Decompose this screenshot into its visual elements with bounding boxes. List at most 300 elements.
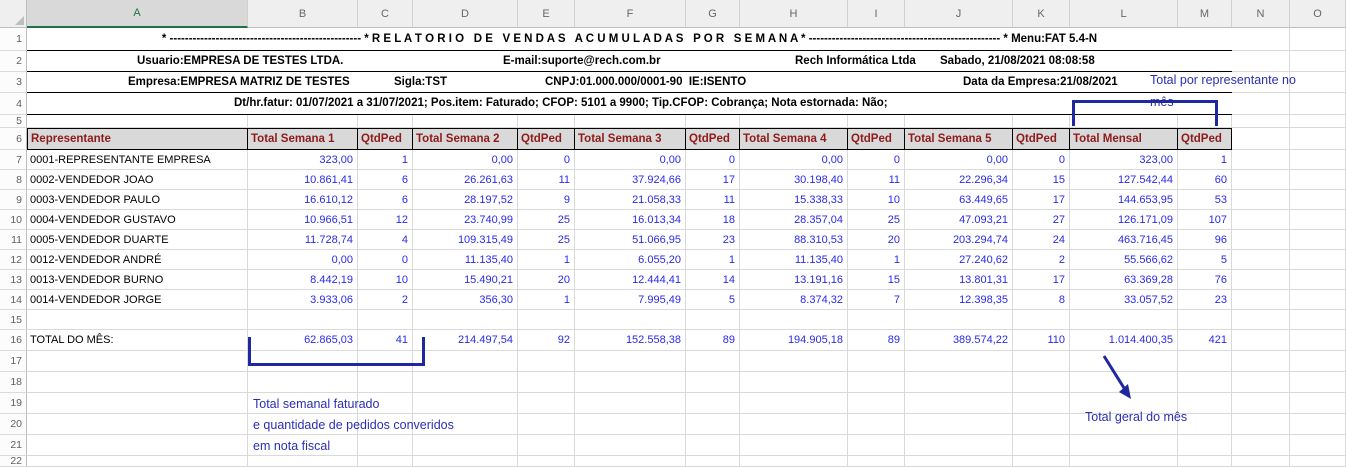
value-cell[interactable]: 203.294,74 — [905, 230, 1013, 250]
cell-O4[interactable] — [1290, 93, 1346, 115]
value-cell[interactable]: 144.653,95 — [1070, 190, 1178, 210]
row-header-1[interactable]: 1 — [0, 28, 27, 51]
cell-N15[interactable] — [1232, 310, 1290, 330]
value-cell[interactable]: 8.442,19 — [248, 270, 358, 290]
cell-O10[interactable] — [1290, 210, 1346, 230]
value-cell[interactable]: 9 — [518, 190, 575, 210]
column-header-E[interactable]: E — [518, 0, 575, 28]
value-cell[interactable]: 25 — [518, 230, 575, 250]
cell-J22[interactable] — [905, 456, 1013, 467]
value-cell[interactable]: 8 — [1013, 290, 1070, 310]
value-cell[interactable]: 13.191,16 — [740, 270, 848, 290]
cell-H22[interactable] — [740, 456, 848, 467]
value-cell[interactable]: 88.310,53 — [740, 230, 848, 250]
value-cell[interactable]: 20 — [518, 270, 575, 290]
value-cell[interactable]: 10.966,51 — [248, 210, 358, 230]
cell-N21[interactable] — [1232, 435, 1290, 456]
column-header-G[interactable]: G — [686, 0, 740, 28]
value-cell[interactable]: 0,00 — [248, 250, 358, 270]
value-cell[interactable]: 11.135,40 — [413, 250, 518, 270]
select-all-corner[interactable] — [0, 0, 27, 28]
cell-J21[interactable] — [905, 435, 1013, 456]
value-cell[interactable]: 6.055,20 — [575, 250, 686, 270]
cell-B18[interactable] — [248, 372, 358, 393]
table-header-1[interactable]: Total Semana 1 — [248, 128, 358, 150]
value-cell[interactable]: 126.171,09 — [1070, 210, 1178, 230]
column-header-C[interactable]: C — [358, 0, 413, 28]
cell-I15[interactable] — [848, 310, 905, 330]
value-cell[interactable]: 17 — [1013, 190, 1070, 210]
cell-O1[interactable] — [1290, 28, 1346, 51]
column-header-B[interactable]: B — [248, 0, 358, 28]
cell-C15[interactable] — [358, 310, 413, 330]
cell-N20[interactable] — [1232, 414, 1290, 435]
value-cell[interactable]: 2 — [1013, 250, 1070, 270]
total-value-cell[interactable]: 152.558,38 — [575, 330, 686, 351]
cell-I22[interactable] — [848, 456, 905, 467]
value-cell[interactable]: 7 — [848, 290, 905, 310]
cell-A15[interactable] — [27, 310, 248, 330]
value-cell[interactable]: 10.861,41 — [248, 170, 358, 190]
cell-A5[interactable] — [27, 115, 248, 128]
value-cell[interactable]: 15.490,21 — [413, 270, 518, 290]
total-value-cell[interactable]: 89 — [848, 330, 905, 351]
cell-C21[interactable] — [358, 435, 413, 456]
cell-O9[interactable] — [1290, 190, 1346, 210]
value-cell[interactable]: 323,00 — [248, 150, 358, 170]
cell-G17[interactable] — [686, 351, 740, 372]
table-header-5[interactable]: Total Semana 3 — [575, 128, 686, 150]
representative-cell[interactable]: 0014-VENDEDOR JORGE — [27, 290, 248, 310]
value-cell[interactable]: 23 — [686, 230, 740, 250]
cell-G22[interactable] — [686, 456, 740, 467]
cell-O7[interactable] — [1290, 150, 1346, 170]
cell-N17[interactable] — [1232, 351, 1290, 372]
value-cell[interactable]: 1 — [518, 290, 575, 310]
cell-E18[interactable] — [518, 372, 575, 393]
value-cell[interactable]: 2 — [358, 290, 413, 310]
cell-E20[interactable] — [518, 414, 575, 435]
cell-K17[interactable] — [1013, 351, 1070, 372]
value-cell[interactable]: 1 — [1178, 150, 1232, 170]
cell-N5[interactable] — [1232, 115, 1290, 128]
cell-C5[interactable] — [358, 115, 413, 128]
cell-F5[interactable] — [575, 115, 686, 128]
column-header-M[interactable]: M — [1178, 0, 1232, 28]
value-cell[interactable]: 5 — [1178, 250, 1232, 270]
cell-O21[interactable] — [1290, 435, 1346, 456]
cell-G18[interactable] — [686, 372, 740, 393]
total-value-cell[interactable]: 92 — [518, 330, 575, 351]
row-header-10[interactable]: 10 — [0, 210, 27, 230]
cell-J19[interactable] — [905, 393, 1013, 414]
cell-L15[interactable] — [1070, 310, 1178, 330]
cell-I21[interactable] — [848, 435, 905, 456]
cell-G21[interactable] — [686, 435, 740, 456]
cell-D19[interactable] — [413, 393, 518, 414]
cell-O19[interactable] — [1290, 393, 1346, 414]
total-value-cell[interactable]: 214.497,54 — [413, 330, 518, 351]
row-header-3[interactable]: 3 — [0, 72, 27, 93]
cell-F22[interactable] — [575, 456, 686, 467]
row-header-17[interactable]: 17 — [0, 351, 27, 372]
cell-B22[interactable] — [248, 456, 358, 467]
representative-cell[interactable]: 0004-VENDEDOR GUSTAVO — [27, 210, 248, 230]
cell-N2[interactable] — [1232, 51, 1290, 72]
value-cell[interactable]: 60 — [1178, 170, 1232, 190]
cell-J17[interactable] — [905, 351, 1013, 372]
representative-cell[interactable]: 0003-VENDEDOR PAULO — [27, 190, 248, 210]
value-cell[interactable]: 55.566,62 — [1070, 250, 1178, 270]
cell-H17[interactable] — [740, 351, 848, 372]
value-cell[interactable]: 14 — [686, 270, 740, 290]
cell-D21[interactable] — [413, 435, 518, 456]
value-cell[interactable]: 5 — [686, 290, 740, 310]
cell-N1[interactable] — [1232, 28, 1290, 51]
cell-L21[interactable] — [1070, 435, 1178, 456]
value-cell[interactable]: 30.198,40 — [740, 170, 848, 190]
row-header-22[interactable]: 22 — [0, 456, 27, 467]
cell-N18[interactable] — [1232, 372, 1290, 393]
cell-F17[interactable] — [575, 351, 686, 372]
value-cell[interactable]: 0 — [1013, 150, 1070, 170]
value-cell[interactable]: 0 — [358, 250, 413, 270]
cell-O22[interactable] — [1290, 456, 1346, 467]
value-cell[interactable]: 323,00 — [1070, 150, 1178, 170]
value-cell[interactable]: 15 — [848, 270, 905, 290]
cell-K18[interactable] — [1013, 372, 1070, 393]
table-header-6[interactable]: QtdPed — [686, 128, 740, 150]
value-cell[interactable]: 37.924,66 — [575, 170, 686, 190]
cell-O12[interactable] — [1290, 250, 1346, 270]
value-cell[interactable]: 23.740,99 — [413, 210, 518, 230]
cell-F21[interactable] — [575, 435, 686, 456]
cell-H21[interactable] — [740, 435, 848, 456]
cell-N13[interactable] — [1232, 270, 1290, 290]
value-cell[interactable]: 17 — [686, 170, 740, 190]
value-cell[interactable]: 24 — [1013, 230, 1070, 250]
cell-G20[interactable] — [686, 414, 740, 435]
total-value-cell[interactable]: 110 — [1013, 330, 1070, 351]
row-header-7[interactable]: 7 — [0, 150, 27, 170]
value-cell[interactable]: 15 — [1013, 170, 1070, 190]
table-header-7[interactable]: Total Semana 4 — [740, 128, 848, 150]
value-cell[interactable]: 25 — [848, 210, 905, 230]
value-cell[interactable]: 10 — [358, 270, 413, 290]
column-header-K[interactable]: K — [1013, 0, 1070, 28]
total-label-cell[interactable]: TOTAL DO MÊS: — [27, 330, 248, 351]
value-cell[interactable]: 16.610,12 — [248, 190, 358, 210]
value-cell[interactable]: 109.315,49 — [413, 230, 518, 250]
cell-O17[interactable] — [1290, 351, 1346, 372]
column-header-A[interactable]: A — [27, 0, 248, 28]
value-cell[interactable]: 22.296,34 — [905, 170, 1013, 190]
cell-K20[interactable] — [1013, 414, 1070, 435]
table-header-12[interactable]: QtdPed — [1178, 128, 1232, 150]
cell-O20[interactable] — [1290, 414, 1346, 435]
value-cell[interactable]: 11 — [848, 170, 905, 190]
value-cell[interactable]: 26.261,63 — [413, 170, 518, 190]
cell-N10[interactable] — [1232, 210, 1290, 230]
cell-O3[interactable] — [1290, 72, 1346, 93]
cell-I17[interactable] — [848, 351, 905, 372]
value-cell[interactable]: 1 — [686, 250, 740, 270]
row-header-6[interactable]: 6 — [0, 128, 27, 150]
cell-A17[interactable] — [27, 351, 248, 372]
cell-O5[interactable] — [1290, 115, 1346, 128]
cell-K22[interactable] — [1013, 456, 1070, 467]
cell-O14[interactable] — [1290, 290, 1346, 310]
cell-O16[interactable] — [1290, 330, 1346, 351]
total-value-cell[interactable]: 421 — [1178, 330, 1232, 351]
cell-A18[interactable] — [27, 372, 248, 393]
cell-E21[interactable] — [518, 435, 575, 456]
value-cell[interactable]: 12 — [358, 210, 413, 230]
value-cell[interactable]: 0 — [518, 150, 575, 170]
representative-cell[interactable]: 0005-VENDEDOR DUARTE — [27, 230, 248, 250]
row-header-4[interactable]: 4 — [0, 93, 27, 115]
row-header-16[interactable]: 16 — [0, 330, 27, 351]
cell-I20[interactable] — [848, 414, 905, 435]
value-cell[interactable]: 10 — [848, 190, 905, 210]
table-header-4[interactable]: QtdPed — [518, 128, 575, 150]
cell-M22[interactable] — [1178, 456, 1232, 467]
value-cell[interactable]: 0 — [848, 150, 905, 170]
representative-cell[interactable]: 0001-REPRESENTANTE EMPRESA — [27, 150, 248, 170]
cell-M21[interactable] — [1178, 435, 1232, 456]
cell-M15[interactable] — [1178, 310, 1232, 330]
value-cell[interactable]: 463.716,45 — [1070, 230, 1178, 250]
cell-H15[interactable] — [740, 310, 848, 330]
row-header-5[interactable]: 5 — [0, 115, 27, 128]
value-cell[interactable]: 63.369,28 — [1070, 270, 1178, 290]
cell-F19[interactable] — [575, 393, 686, 414]
cell-I18[interactable] — [848, 372, 905, 393]
total-value-cell[interactable]: 1.014.400,35 — [1070, 330, 1178, 351]
report-info-row-4[interactable] — [27, 93, 1232, 115]
value-cell[interactable]: 18 — [686, 210, 740, 230]
cell-F15[interactable] — [575, 310, 686, 330]
cell-G5[interactable] — [686, 115, 740, 128]
cell-D15[interactable] — [413, 310, 518, 330]
value-cell[interactable]: 3.933,06 — [248, 290, 358, 310]
value-cell[interactable]: 76 — [1178, 270, 1232, 290]
cell-O15[interactable] — [1290, 310, 1346, 330]
cell-L17[interactable] — [1070, 351, 1178, 372]
cell-E17[interactable] — [518, 351, 575, 372]
value-cell[interactable]: 21.058,33 — [575, 190, 686, 210]
value-cell[interactable]: 0,00 — [905, 150, 1013, 170]
table-header-11[interactable]: Total Mensal — [1070, 128, 1178, 150]
cell-D5[interactable] — [413, 115, 518, 128]
cell-L18[interactable] — [1070, 372, 1178, 393]
value-cell[interactable]: 27 — [1013, 210, 1070, 230]
row-header-13[interactable]: 13 — [0, 270, 27, 290]
value-cell[interactable]: 6 — [358, 170, 413, 190]
cell-N19[interactable] — [1232, 393, 1290, 414]
cell-K15[interactable] — [1013, 310, 1070, 330]
value-cell[interactable]: 0,00 — [740, 150, 848, 170]
cell-E5[interactable] — [518, 115, 575, 128]
row-header-20[interactable]: 20 — [0, 414, 27, 435]
cell-O2[interactable] — [1290, 51, 1346, 72]
row-header-12[interactable]: 12 — [0, 250, 27, 270]
cell-C18[interactable] — [358, 372, 413, 393]
table-header-10[interactable]: QtdPed — [1013, 128, 1070, 150]
cell-N8[interactable] — [1232, 170, 1290, 190]
row-header-19[interactable]: 19 — [0, 393, 27, 414]
cell-N7[interactable] — [1232, 150, 1290, 170]
cell-N12[interactable] — [1232, 250, 1290, 270]
value-cell[interactable]: 20 — [848, 230, 905, 250]
total-value-cell[interactable]: 194.905,18 — [740, 330, 848, 351]
value-cell[interactable]: 0 — [686, 150, 740, 170]
value-cell[interactable]: 1 — [848, 250, 905, 270]
cell-E15[interactable] — [518, 310, 575, 330]
value-cell[interactable]: 8.374,32 — [740, 290, 848, 310]
row-header-2[interactable]: 2 — [0, 51, 27, 72]
table-header-0[interactable]: Representante — [27, 128, 248, 150]
cell-O6[interactable] — [1290, 128, 1346, 150]
cell-H20[interactable] — [740, 414, 848, 435]
value-cell[interactable]: 17 — [1013, 270, 1070, 290]
value-cell[interactable]: 127.542,44 — [1070, 170, 1178, 190]
column-header-I[interactable]: I — [848, 0, 905, 28]
row-header-21[interactable]: 21 — [0, 435, 27, 456]
value-cell[interactable]: 16.013,34 — [575, 210, 686, 230]
cell-E19[interactable] — [518, 393, 575, 414]
table-header-3[interactable]: Total Semana 2 — [413, 128, 518, 150]
cell-K21[interactable] — [1013, 435, 1070, 456]
column-header-J[interactable]: J — [905, 0, 1013, 28]
value-cell[interactable]: 25 — [518, 210, 575, 230]
row-header-14[interactable]: 14 — [0, 290, 27, 310]
row-header-15[interactable]: 15 — [0, 310, 27, 330]
value-cell[interactable]: 6 — [358, 190, 413, 210]
cell-K5[interactable] — [1013, 115, 1070, 128]
column-header-O[interactable]: O — [1290, 0, 1346, 28]
cell-D22[interactable] — [413, 456, 518, 467]
value-cell[interactable]: 47.093,21 — [905, 210, 1013, 230]
cell-C22[interactable] — [358, 456, 413, 467]
column-header-L[interactable]: L — [1070, 0, 1178, 28]
value-cell[interactable]: 28.357,04 — [740, 210, 848, 230]
cell-N11[interactable] — [1232, 230, 1290, 250]
cell-G19[interactable] — [686, 393, 740, 414]
value-cell[interactable]: 0,00 — [575, 150, 686, 170]
value-cell[interactable]: 7.995,49 — [575, 290, 686, 310]
cell-G15[interactable] — [686, 310, 740, 330]
table-header-8[interactable]: QtdPed — [848, 128, 905, 150]
cell-O11[interactable] — [1290, 230, 1346, 250]
cell-O13[interactable] — [1290, 270, 1346, 290]
value-cell[interactable]: 4 — [358, 230, 413, 250]
column-header-N[interactable]: N — [1232, 0, 1290, 28]
report-info-row-1[interactable] — [27, 28, 1232, 51]
cell-O8[interactable] — [1290, 170, 1346, 190]
report-info-row-2[interactable] — [27, 51, 1232, 72]
row-header-8[interactable]: 8 — [0, 170, 27, 190]
total-value-cell[interactable]: 389.574,22 — [905, 330, 1013, 351]
value-cell[interactable]: 12.444,41 — [575, 270, 686, 290]
cell-D18[interactable] — [413, 372, 518, 393]
cell-D17[interactable] — [413, 351, 518, 372]
value-cell[interactable]: 27.240,62 — [905, 250, 1013, 270]
value-cell[interactable]: 28.197,52 — [413, 190, 518, 210]
cell-H18[interactable] — [740, 372, 848, 393]
value-cell[interactable]: 96 — [1178, 230, 1232, 250]
value-cell[interactable]: 12.398,35 — [905, 290, 1013, 310]
value-cell[interactable]: 63.449,65 — [905, 190, 1013, 210]
value-cell[interactable]: 356,30 — [413, 290, 518, 310]
representative-cell[interactable]: 0013-VENDEDOR BURNO — [27, 270, 248, 290]
row-header-18[interactable]: 18 — [0, 372, 27, 393]
cell-L22[interactable] — [1070, 456, 1178, 467]
total-value-cell[interactable]: 62.865,03 — [248, 330, 358, 351]
cell-H5[interactable] — [740, 115, 848, 128]
cell-B5[interactable] — [248, 115, 358, 128]
value-cell[interactable]: 13.801,31 — [905, 270, 1013, 290]
cell-N9[interactable] — [1232, 190, 1290, 210]
cell-F20[interactable] — [575, 414, 686, 435]
cell-J5[interactable] — [905, 115, 1013, 128]
cell-N6[interactable] — [1232, 128, 1290, 150]
total-value-cell[interactable]: 41 — [358, 330, 413, 351]
cell-I5[interactable] — [848, 115, 905, 128]
cell-J20[interactable] — [905, 414, 1013, 435]
value-cell[interactable]: 0,00 — [413, 150, 518, 170]
cell-A22[interactable] — [27, 456, 248, 467]
cell-N22[interactable] — [1232, 456, 1290, 467]
cell-K19[interactable] — [1013, 393, 1070, 414]
value-cell[interactable]: 11 — [686, 190, 740, 210]
cell-N4[interactable] — [1232, 93, 1290, 115]
value-cell[interactable]: 11.135,40 — [740, 250, 848, 270]
value-cell[interactable]: 1 — [518, 250, 575, 270]
cell-B15[interactable] — [248, 310, 358, 330]
value-cell[interactable]: 23 — [1178, 290, 1232, 310]
column-header-F[interactable]: F — [575, 0, 686, 28]
representative-cell[interactable]: 0012-VENDEDOR ANDRÉ — [27, 250, 248, 270]
total-value-cell[interactable]: 89 — [686, 330, 740, 351]
report-info-row-3[interactable] — [27, 72, 1232, 93]
cell-J18[interactable] — [905, 372, 1013, 393]
cell-A19[interactable] — [27, 393, 248, 414]
value-cell[interactable]: 11.728,74 — [248, 230, 358, 250]
cell-N16[interactable] — [1232, 330, 1290, 351]
value-cell[interactable]: 107 — [1178, 210, 1232, 230]
column-header-H[interactable]: H — [740, 0, 848, 28]
cell-O18[interactable] — [1290, 372, 1346, 393]
column-header-D[interactable]: D — [413, 0, 518, 28]
value-cell[interactable]: 1 — [358, 150, 413, 170]
row-header-9[interactable]: 9 — [0, 190, 27, 210]
cell-H19[interactable] — [740, 393, 848, 414]
row-header-11[interactable]: 11 — [0, 230, 27, 250]
cell-F18[interactable] — [575, 372, 686, 393]
cell-A21[interactable] — [27, 435, 248, 456]
cell-E22[interactable] — [518, 456, 575, 467]
value-cell[interactable]: 33.057,52 — [1070, 290, 1178, 310]
table-header-2[interactable]: QtdPed — [358, 128, 413, 150]
value-cell[interactable]: 15.338,33 — [740, 190, 848, 210]
cell-M18[interactable] — [1178, 372, 1232, 393]
value-cell[interactable]: 11 — [518, 170, 575, 190]
representative-cell[interactable]: 0002-VENDEDOR JOAO — [27, 170, 248, 190]
cell-N14[interactable] — [1232, 290, 1290, 310]
cell-M17[interactable] — [1178, 351, 1232, 372]
value-cell[interactable]: 51.066,95 — [575, 230, 686, 250]
